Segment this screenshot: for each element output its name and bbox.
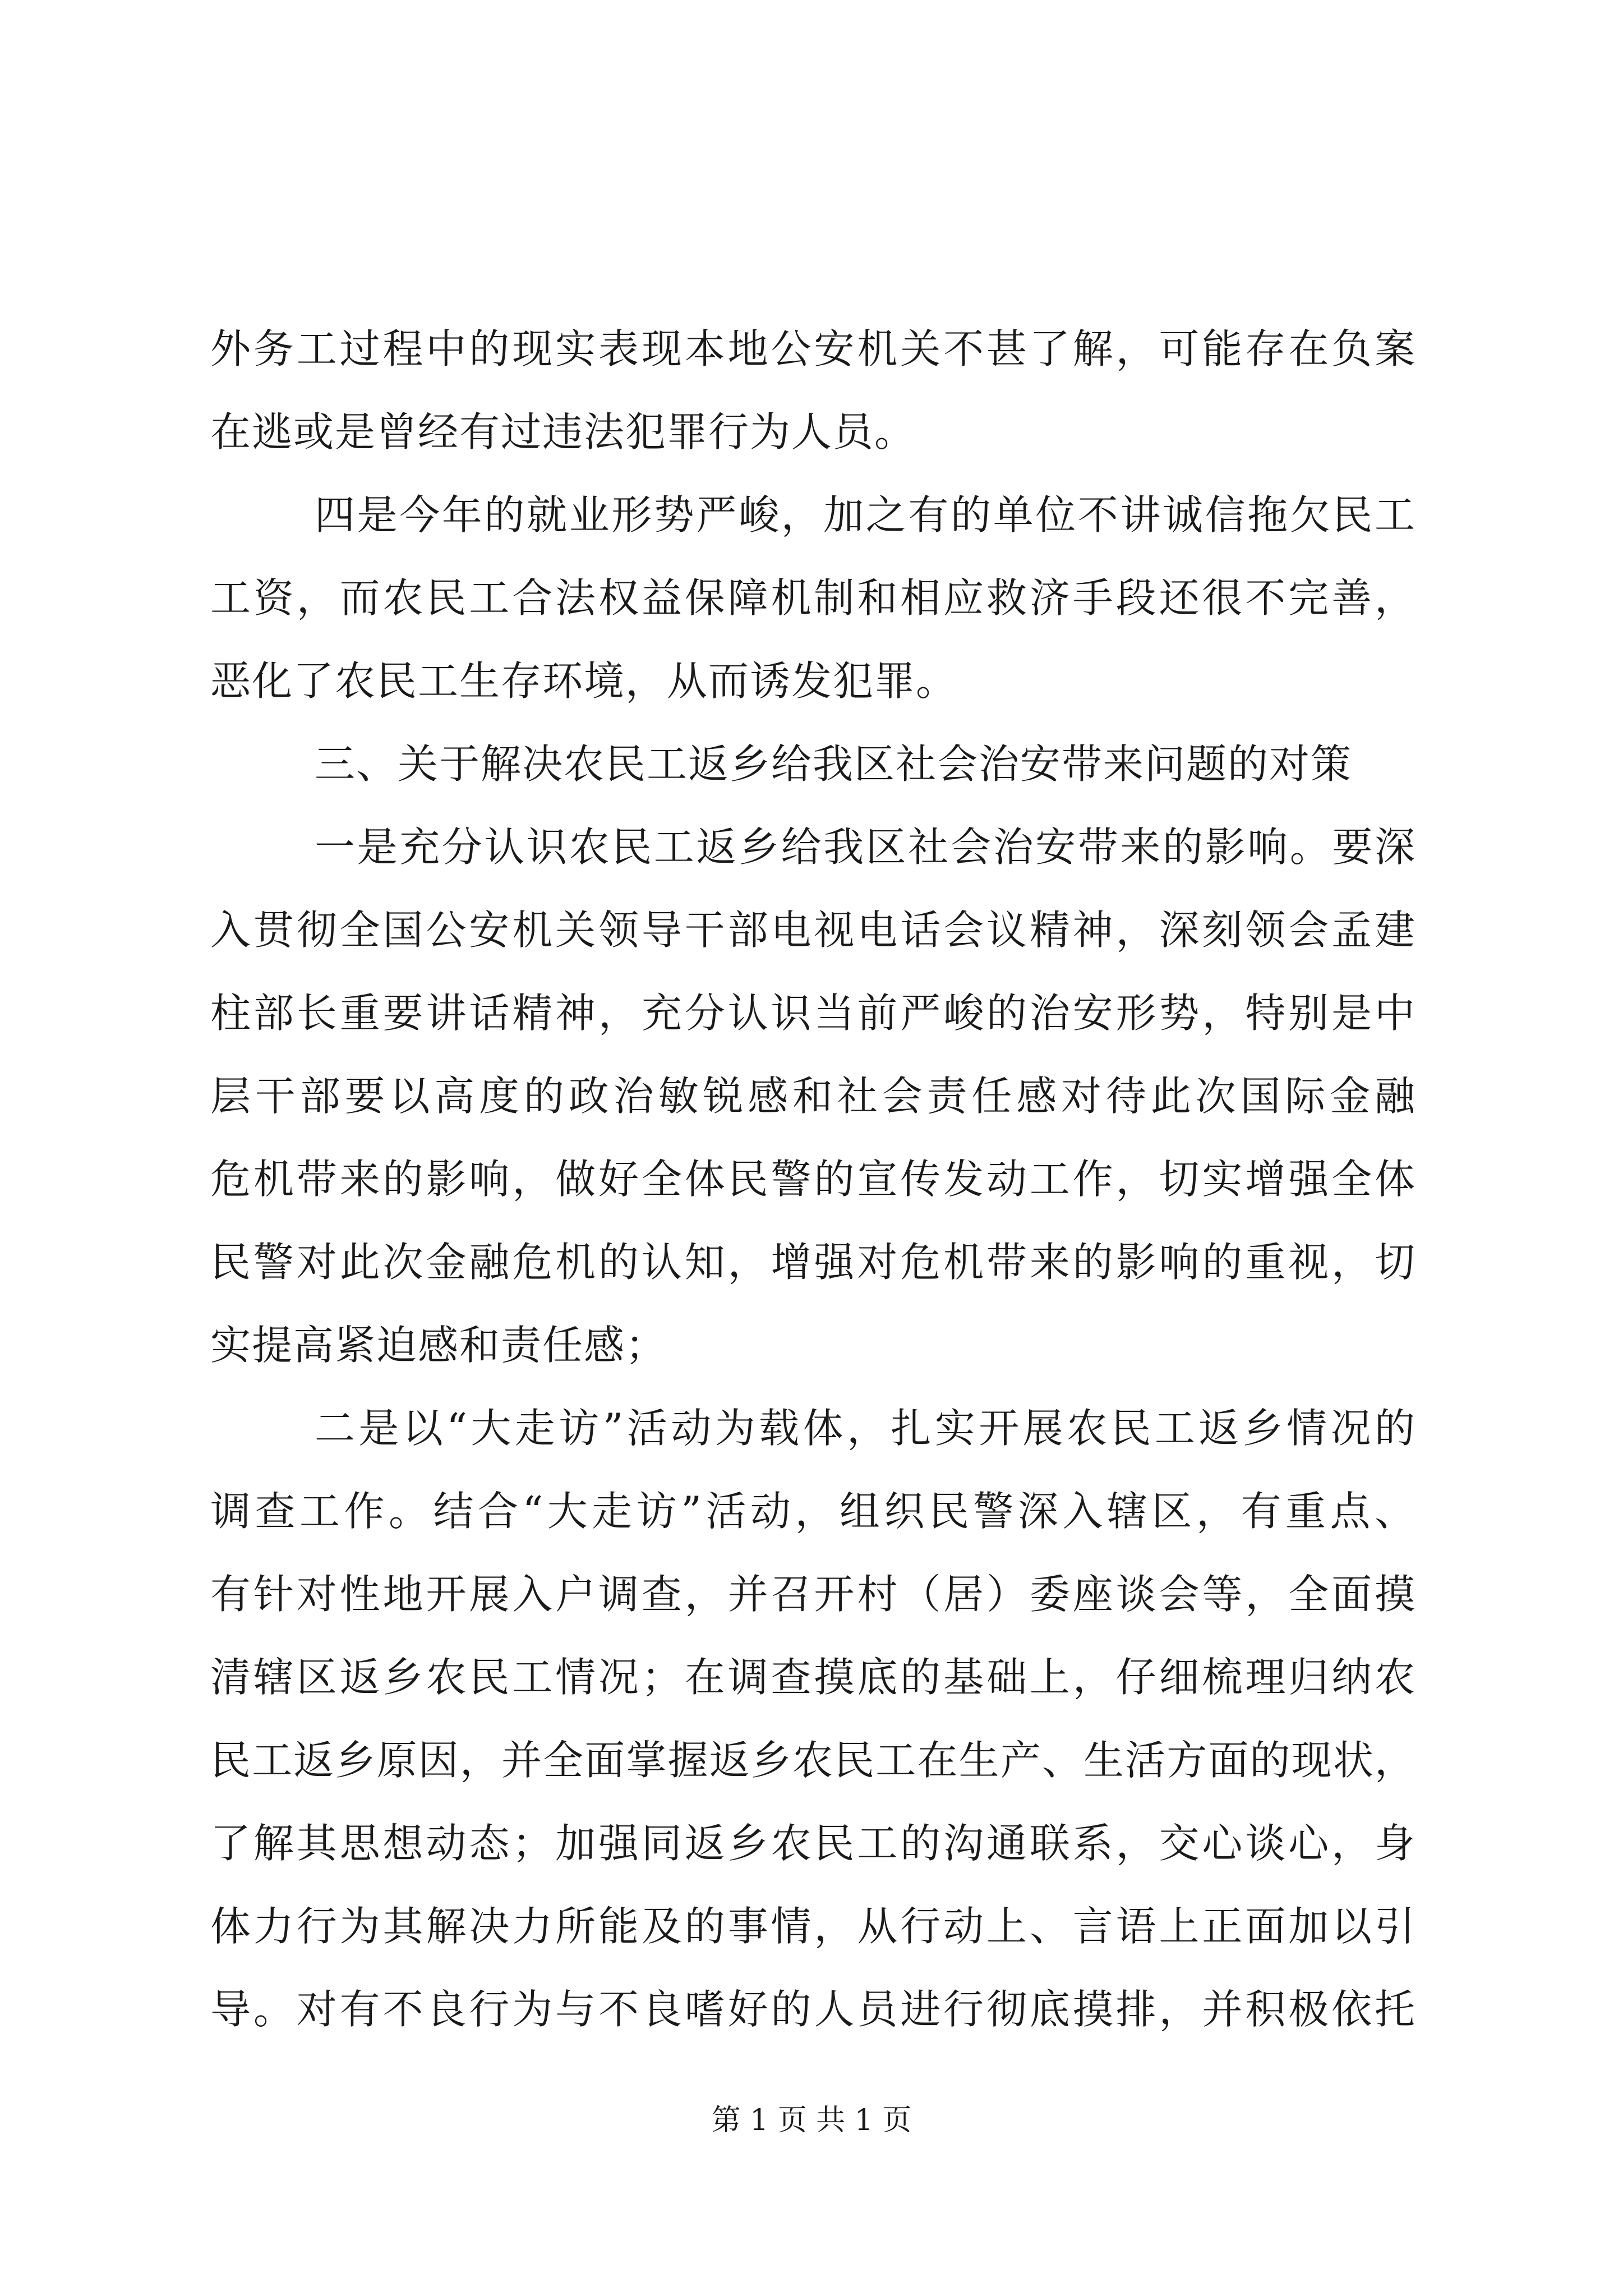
text-line: 了解其思想动态；加强同返乡农民工的沟通联系，交心谈心，身 <box>210 1820 1416 1867</box>
text-line: 外务工过程中的现实表现本地公安机关不甚了解，可能存在负案 <box>210 325 1416 372</box>
text-line: 实提高紧迫感和责任感； <box>210 1322 667 1369</box>
text-line: 入贯彻全国公安机关领导干部电视电话会议精神，深刻领会孟建 <box>210 907 1416 954</box>
text-line: 导。对有不良行为与不良嗜好的人员进行彻底摸排，并积极依托 <box>210 1986 1416 2033</box>
body-text <box>210 307 1416 2051</box>
text-line: 层干部要以高度的政治敏锐感和社会责任感对待此次国际金融 <box>210 1073 1416 1120</box>
text-line: 恶化了农民工生存环境，从而诱发犯罪。 <box>210 657 958 705</box>
text-line: 调查工作。结合“大走访”活动，组织民警深入辖区，有重点、 <box>210 1488 1416 1535</box>
text-line: 柱部长重要讲话精神，充分认识当前严峻的治安形势，特别是中 <box>210 990 1416 1037</box>
text-line: 工资，而农民工合法权益保障机制和相应救济手段还很不完善， <box>210 574 1416 622</box>
section-heading: 三、关于解决农民工返乡给我区社会治安带来问题的对策 <box>315 740 1353 788</box>
text-line: 有针对性地开展入户调查，并召开村（居）委座谈会等，全面摸 <box>210 1571 1416 1618</box>
text-line: 清辖区返乡农民工情况；在调查摸底的基础上，仔细梳理归纳农 <box>210 1654 1416 1701</box>
text-line: 四是今年的就业形势严峻，加之有的单位不讲诚信拖欠民工 <box>315 491 1416 539</box>
text-line: 民工返乡原因，并全面掌握返乡农民工在生产、生活方面的现状， <box>210 1737 1416 1784</box>
text-line: 一是充分认识农民工返乡给我区社会治安带来的影响。要深 <box>315 823 1416 871</box>
text-line: 在逃或是曾经有过违法犯罪行为人员。 <box>210 408 916 455</box>
text-line: 危机带来的影响，做好全体民警的宣传发动工作，切实增强全体 <box>210 1156 1416 1203</box>
page-footer: 第 1 页 共 1 页 <box>711 2104 912 2137</box>
text-line: 体力行为其解决力所能及的事情，从行动上、言语上正面加以引 <box>210 1903 1416 1950</box>
text-line: 二是以“大走访”活动为载体，扎实开展农民工返乡情况的 <box>315 1405 1416 1452</box>
text-line: 民警对此次金融危机的认知，增强对危机带来的影响的重视，切 <box>210 1239 1416 1286</box>
